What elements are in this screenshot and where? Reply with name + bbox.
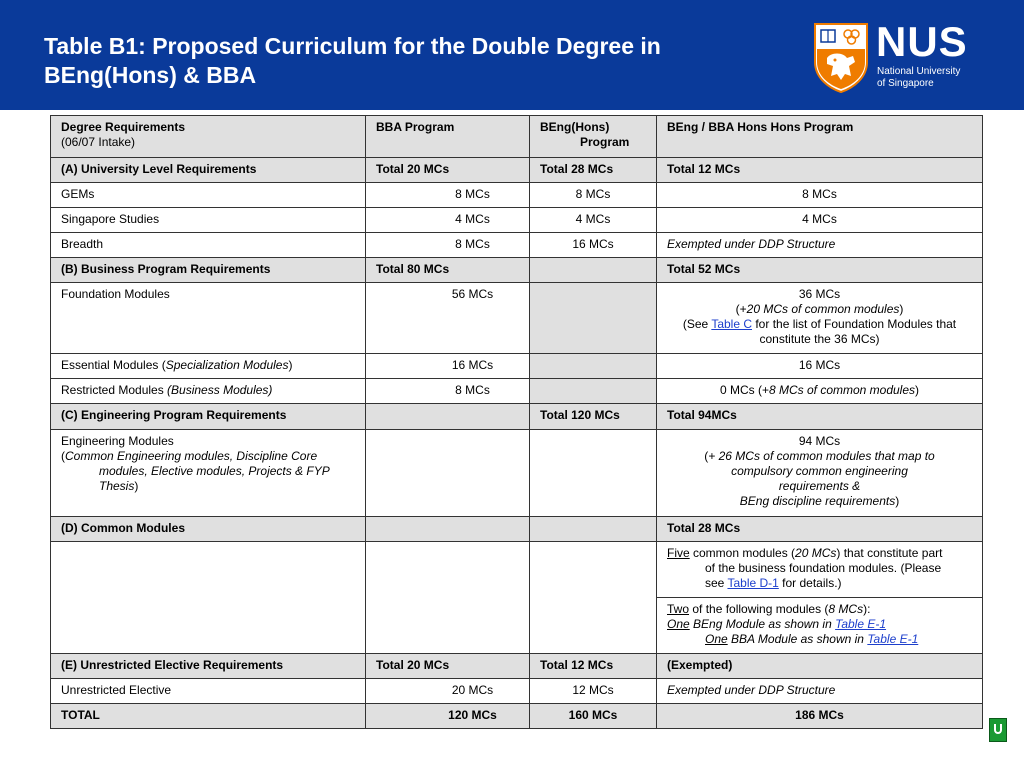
unrestricted-bba: 20 MCs (366, 679, 530, 704)
table-row (51, 542, 983, 598)
text-fragment: ) that constitute part (836, 546, 943, 560)
section-e-ddp: (Exempted) (657, 654, 983, 679)
text-fragment: common modules ( (689, 546, 796, 560)
total-bba: 120 MCs (366, 704, 530, 729)
text-fragment: + 26 MCs of common modules that map to (708, 449, 935, 463)
table-e1-link[interactable]: Table E-1 (867, 632, 919, 646)
table-row (51, 379, 983, 404)
text-fragment: see (705, 576, 728, 590)
header-degree-requirements-title: Degree Requirements (61, 120, 186, 134)
section-b-beng (530, 258, 657, 283)
text-fragment: ) (895, 494, 900, 508)
text-fragment: 8 MCs of common modules (768, 383, 916, 397)
text-fragment: Two (667, 602, 690, 616)
text-fragment: ( (704, 449, 709, 463)
section-a-beng: Total 28 MCs (530, 158, 657, 183)
section-e-label: (E) Unrestricted Elective Requirements (51, 654, 366, 679)
common-two-line2 (667, 617, 972, 632)
header-ddp-program: BEng / BBA Hons Hons Program (657, 116, 983, 158)
total-row (51, 704, 983, 729)
section-c-label: (C) Engineering Program Requirements (51, 404, 366, 430)
section-a-label: (A) University Level Requirements (51, 158, 366, 183)
text-fragment: Thesis (99, 479, 135, 493)
section-b-label: (B) Business Program Requirements (51, 258, 366, 283)
gems-ddp: 8 MCs (657, 183, 983, 208)
common-five-line2: of the business foundation modules. (Please (705, 561, 942, 575)
header-beng-line1: BEng(Hons) (540, 120, 610, 134)
engineering-ddp-line2 (667, 449, 972, 464)
section-d-label: (D) Common Modules (51, 517, 366, 542)
engineering-ddp-line3: compulsory common engineering (731, 464, 908, 478)
header-bba-program: BBA Program (366, 116, 530, 158)
singapore-studies-ddp: 4 MCs (657, 208, 983, 233)
engineering-ddp (657, 430, 983, 517)
text-fragment: BEng discipline requirements (739, 494, 896, 508)
essential-label (51, 354, 366, 379)
table-c-link[interactable]: Table C (711, 317, 753, 331)
breadth-bba: 8 MCs (366, 233, 530, 258)
table-row (51, 208, 983, 233)
total-beng: 160 MCs (530, 704, 657, 729)
table-row (51, 679, 983, 704)
essential-beng (530, 354, 657, 379)
text-fragment: ( (61, 449, 65, 463)
restricted-ddp (657, 379, 983, 404)
section-d-row (51, 517, 983, 542)
text-fragment: for details.) (778, 576, 842, 590)
text-fragment: (Business Modules) (167, 383, 273, 397)
section-a-ddp: Total 12 MCs (657, 158, 983, 183)
engineering-label-title: Engineering Modules (61, 434, 174, 448)
logo-subtitle (877, 66, 960, 90)
singapore-studies-label: Singapore Studies (51, 208, 366, 233)
engineering-label-detail2: modules, Elective modules, Projects & FYP (99, 464, 330, 478)
text-fragment: BBA Module as shown in (727, 632, 868, 646)
section-a-bba: Total 20 MCs (366, 158, 530, 183)
section-d-ddp: Total 28 MCs (657, 517, 983, 542)
gems-beng: 8 MCs (530, 183, 657, 208)
singapore-studies-beng: 4 MCs (530, 208, 657, 233)
text-fragment: Specialization Modules (165, 358, 289, 372)
gems-label: GEMs (51, 183, 366, 208)
text-fragment: BEng Module as shown in (689, 617, 836, 631)
unrestricted-beng: 12 MCs (530, 679, 657, 704)
engineering-label-detail1 (61, 449, 355, 464)
slide-title-line2: BEng(Hons) & BBA (44, 62, 257, 88)
table-row (51, 183, 983, 208)
slide-title-line1: Table B1: Proposed Curriculum for the Double Degree in (44, 33, 661, 59)
text-fragment: of the following modules ( (689, 602, 829, 616)
return-arrow-icon (994, 724, 1002, 734)
common-bba (366, 542, 530, 654)
engineering-ddp-line4: requirements & (778, 479, 861, 493)
section-d-bba (366, 517, 530, 542)
breadth-beng: 16 MCs (530, 233, 657, 258)
curriculum-table (50, 115, 983, 729)
breadth-label: Breadth (51, 233, 366, 258)
breadth-ddp: Exempted under DDP Structure (657, 233, 983, 258)
section-c-beng: Total 120 MCs (530, 404, 657, 430)
table-row (51, 283, 983, 354)
foundation-ddp-constitute: constitute the 36 MCs) (759, 332, 880, 346)
section-e-bba: Total 20 MCs (366, 654, 530, 679)
text-fragment: (See (682, 317, 712, 331)
section-d-beng (530, 517, 657, 542)
common-five-line3 (667, 576, 972, 591)
section-c-bba (366, 404, 530, 430)
text-fragment: ) (288, 358, 293, 372)
text-fragment: Essential Modules ( (61, 358, 166, 372)
restricted-beng (530, 379, 657, 404)
engineering-ddp-mcs: 94 MCs (798, 434, 841, 448)
common-two-ddp (657, 598, 983, 654)
text-fragment: 20 MCs (795, 546, 837, 560)
common-label (51, 542, 366, 654)
title-banner (0, 0, 1024, 110)
common-beng (530, 542, 657, 654)
section-e-beng: Total 12 MCs (530, 654, 657, 679)
unrestricted-ddp: Exempted under DDP Structure (657, 679, 983, 704)
text-fragment: ) (915, 383, 920, 397)
header-beng-program (530, 116, 657, 158)
foundation-beng (530, 283, 657, 354)
singapore-studies-bba: 4 MCs (366, 208, 530, 233)
foundation-ddp-mcs: 36 MCs (798, 287, 841, 301)
common-five-line1 (667, 546, 972, 561)
engineering-beng (530, 430, 657, 517)
text-fragment: 0 MCs (+ (719, 383, 769, 397)
text-fragment: 20 MCs of common modules (746, 302, 900, 316)
header-beng-line2: Program (580, 135, 630, 149)
section-b-bba: Total 80 MCs (366, 258, 530, 283)
essential-ddp: 16 MCs (657, 354, 983, 379)
common-two-line1 (667, 602, 972, 617)
logo-wordmark: NUS (876, 18, 968, 65)
restricted-label (51, 379, 366, 404)
unrestricted-label: Unrestricted Elective (51, 679, 366, 704)
table-e1-link[interactable]: Table E-1 (835, 617, 887, 631)
text-fragment: ) (899, 302, 904, 316)
restricted-bba: 8 MCs (366, 379, 530, 404)
engineering-label-detail3 (61, 479, 355, 494)
section-b-row (51, 258, 983, 283)
logo-subtitle-line2: of Singapore (877, 78, 934, 89)
total-ddp: 186 MCs (657, 704, 983, 729)
table-row (51, 430, 983, 517)
engineering-label (51, 430, 366, 517)
table-d1-link[interactable]: Table D-1 (727, 576, 779, 590)
foundation-ddp-see (667, 317, 972, 332)
text-fragment: ) (134, 479, 139, 493)
slide-title (44, 32, 784, 90)
foundation-label: Foundation Modules (51, 283, 366, 354)
nus-crest-icon (813, 22, 869, 94)
foundation-ddp (657, 283, 983, 354)
text-fragment: Restricted Modules (61, 383, 168, 397)
section-e-row (51, 654, 983, 679)
return-icon[interactable] (989, 718, 1007, 742)
table-row (51, 354, 983, 379)
text-fragment: (+ (735, 302, 747, 316)
foundation-bba: 56 MCs (366, 283, 530, 354)
header-degree-requirements (51, 116, 366, 158)
text-fragment: ): (863, 602, 871, 616)
header-intake: (06/07 Intake) (61, 135, 136, 149)
table-row (51, 233, 983, 258)
total-label: TOTAL (51, 704, 366, 729)
section-c-ddp: Total 94MCs (657, 404, 983, 430)
section-b-ddp: Total 52 MCs (657, 258, 983, 283)
gems-bba: 8 MCs (366, 183, 530, 208)
text-fragment: Common Engineering modules, Discipline Core (65, 449, 318, 463)
engineering-bba (366, 430, 530, 517)
text-fragment: for the list of Foundation Modules that (752, 317, 957, 331)
logo-subtitle-line1: National University (877, 66, 961, 77)
common-two-line3 (667, 632, 972, 647)
table-header-row (51, 116, 983, 158)
nus-logo (813, 18, 983, 96)
text-fragment: 8 MCs (828, 602, 864, 616)
foundation-ddp-common (667, 302, 972, 317)
essential-bba: 16 MCs (366, 354, 530, 379)
common-five-ddp (657, 542, 983, 598)
engineering-ddp-line5 (667, 494, 972, 509)
section-c-row (51, 404, 983, 430)
section-a-row (51, 158, 983, 183)
text-fragment: Five (667, 546, 690, 560)
text-fragment: One (667, 617, 690, 631)
text-fragment: One (705, 632, 728, 646)
